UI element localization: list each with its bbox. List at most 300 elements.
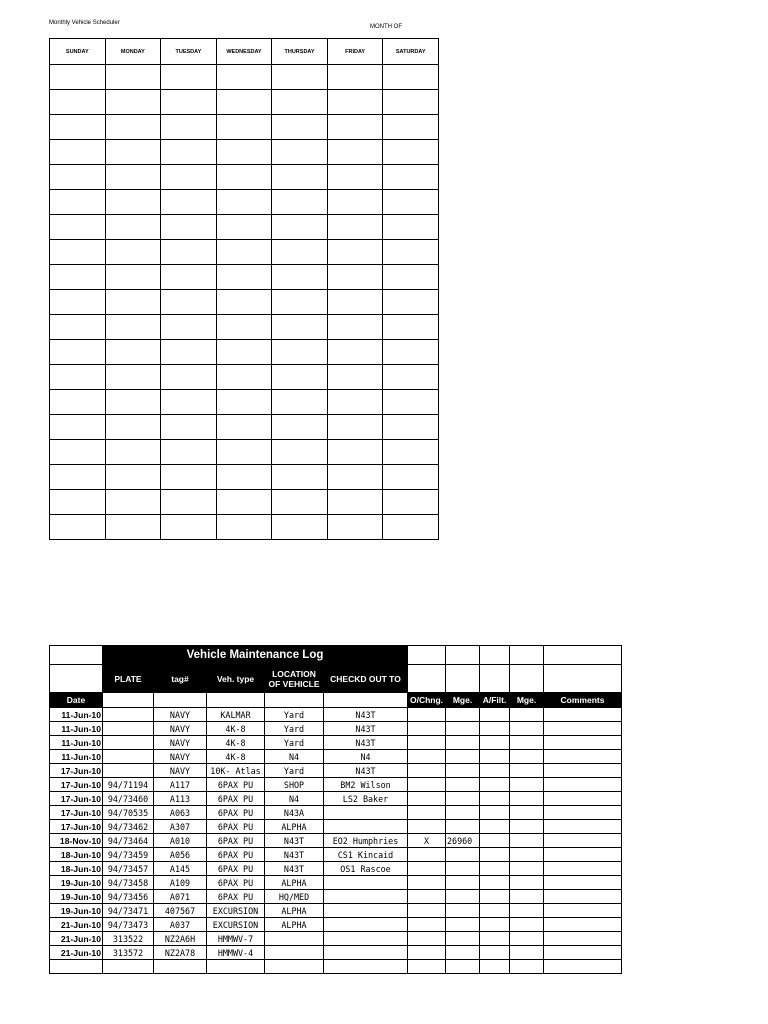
plate-header: PLATE <box>103 665 154 693</box>
plate-cell: 94/73473 <box>103 918 154 932</box>
tag-cell: A010 <box>154 834 207 848</box>
calendar-row <box>50 240 439 265</box>
mileage-cell <box>446 904 480 918</box>
calendar-cell[interactable] <box>327 240 383 265</box>
calendar-row <box>50 390 439 415</box>
vehicle-type-cell: 6PAX PU <box>207 834 265 848</box>
calendar-cell[interactable] <box>50 165 106 190</box>
scheduler-title: Monthly Vehicle Scheduler <box>49 20 120 26</box>
checkout-cell <box>324 918 408 932</box>
checkout-cell: OS1 Rascoe <box>324 862 408 876</box>
comments-cell <box>544 708 622 722</box>
vehicle-type-header: Veh. type <box>207 665 265 693</box>
calendar-cell[interactable] <box>383 140 439 165</box>
calendar-cell[interactable] <box>105 115 161 140</box>
oil-change-cell <box>408 848 446 862</box>
table-row <box>50 932 622 946</box>
date-cell: 21-Jun-10 <box>50 946 103 960</box>
blank-cell <box>480 665 510 693</box>
mileage-cell-2 <box>510 848 544 862</box>
calendar-cell[interactable] <box>327 90 383 115</box>
table-row <box>50 848 622 862</box>
table-row <box>50 890 622 904</box>
calendar-cell[interactable] <box>161 365 217 390</box>
calendar-cell[interactable] <box>272 290 328 315</box>
calendar-cell[interactable] <box>161 240 217 265</box>
calendar-cell[interactable] <box>383 165 439 190</box>
location-cell <box>265 960 324 974</box>
calendar-cell[interactable] <box>105 390 161 415</box>
calendar-cell[interactable] <box>327 290 383 315</box>
calendar-row <box>50 190 439 215</box>
air-filter-cell <box>480 834 510 848</box>
comments-cell <box>544 834 622 848</box>
checkout-cell: LS2 Baker <box>324 792 408 806</box>
day-header-saturday: SATURDAY <box>383 39 439 65</box>
maintenance-log-table <box>49 645 622 974</box>
calendar-cell[interactable] <box>216 65 272 90</box>
date-cell <box>50 960 103 974</box>
location-cell: ALPHA <box>265 904 324 918</box>
calendar-cell[interactable] <box>272 365 328 390</box>
blank-cell <box>446 646 480 665</box>
calendar-cell[interactable] <box>383 215 439 240</box>
mileage-cell <box>446 876 480 890</box>
calendar-cell[interactable] <box>161 515 217 540</box>
tag-cell: 407567 <box>154 904 207 918</box>
calendar-cell[interactable] <box>272 515 328 540</box>
calendar-cell[interactable] <box>50 265 106 290</box>
air-filter-cell <box>480 862 510 876</box>
calendar-cell[interactable] <box>327 190 383 215</box>
calendar-cell[interactable] <box>327 465 383 490</box>
calendar-cell[interactable] <box>161 140 217 165</box>
calendar-grid <box>49 38 439 540</box>
calendar-cell[interactable] <box>216 140 272 165</box>
calendar-cell[interactable] <box>216 240 272 265</box>
air-filter-cell <box>480 918 510 932</box>
date-cell: 18-Jun-10 <box>50 848 103 862</box>
calendar-cell[interactable] <box>105 365 161 390</box>
checkout-cell <box>324 960 408 974</box>
calendar-cell[interactable] <box>327 265 383 290</box>
blank-cell <box>446 665 480 693</box>
vehicle-type-cell: 6PAX PU <box>207 778 265 792</box>
calendar-cell[interactable] <box>383 190 439 215</box>
calendar-cell[interactable] <box>50 90 106 115</box>
calendar-cell[interactable] <box>383 240 439 265</box>
calendar-cell[interactable] <box>272 165 328 190</box>
table-row <box>50 764 622 778</box>
checkout-cell <box>324 946 408 960</box>
calendar-cell[interactable] <box>50 465 106 490</box>
table-row <box>50 960 622 974</box>
plate-cell: 94/73456 <box>103 890 154 904</box>
mileage-cell-2 <box>510 876 544 890</box>
tag-cell: A063 <box>154 806 207 820</box>
tag-cell: A109 <box>154 876 207 890</box>
location-cell: SHOP <box>265 778 324 792</box>
table-row <box>50 904 622 918</box>
table-row <box>50 792 622 806</box>
mileage-cell <box>446 946 480 960</box>
calendar-cell[interactable] <box>327 215 383 240</box>
blank-cell <box>544 646 622 665</box>
mileage-cell <box>446 722 480 736</box>
mileage-cell-2 <box>510 764 544 778</box>
table-row <box>50 722 622 736</box>
calendar-cell[interactable] <box>327 390 383 415</box>
calendar-cell[interactable] <box>105 65 161 90</box>
calendar-cell[interactable] <box>161 415 217 440</box>
air-filter-cell <box>480 778 510 792</box>
calendar-cell[interactable] <box>216 490 272 515</box>
calendar-cell[interactable] <box>383 265 439 290</box>
calendar-cell[interactable] <box>383 315 439 340</box>
day-header-sunday: SUNDAY <box>50 39 106 65</box>
calendar-row <box>50 115 439 140</box>
air-filter-cell <box>480 890 510 904</box>
mileage-cell-2 <box>510 736 544 750</box>
checkout-cell: N43T <box>324 764 408 778</box>
calendar-cell[interactable] <box>105 290 161 315</box>
location-cell <box>265 932 324 946</box>
oil-change-cell <box>408 750 446 764</box>
plate-cell: 94/70535 <box>103 806 154 820</box>
calendar-row <box>50 440 439 465</box>
calendar-cell[interactable] <box>272 65 328 90</box>
blank-cell <box>408 665 446 693</box>
table-row <box>50 708 622 722</box>
blank-cell <box>408 646 446 665</box>
checkout-cell <box>324 904 408 918</box>
calendar-cell[interactable] <box>272 440 328 465</box>
air-filter-cell <box>480 960 510 974</box>
calendar-row <box>50 465 439 490</box>
calendar-cell[interactable] <box>272 340 328 365</box>
calendar-cell[interactable] <box>105 165 161 190</box>
calendar-cell[interactable] <box>272 240 328 265</box>
mileage-cell-2 <box>510 904 544 918</box>
calendar-cell[interactable] <box>272 390 328 415</box>
calendar-cell[interactable] <box>161 90 217 115</box>
tag-cell: A117 <box>154 778 207 792</box>
calendar-cell[interactable] <box>327 165 383 190</box>
calendar-cell[interactable] <box>272 115 328 140</box>
calendar-row <box>50 315 439 340</box>
location-cell <box>265 946 324 960</box>
location-cell: ALPHA <box>265 820 324 834</box>
calendar-cell[interactable] <box>272 90 328 115</box>
vehicle-type-cell: 4K-8 <box>207 722 265 736</box>
location-cell: HQ/MED <box>265 890 324 904</box>
calendar-cell[interactable] <box>105 140 161 165</box>
air-filter-cell <box>480 736 510 750</box>
mileage-cell-2 <box>510 708 544 722</box>
calendar-cell[interactable] <box>327 65 383 90</box>
tag-cell: A113 <box>154 792 207 806</box>
calendar-cell[interactable] <box>161 440 217 465</box>
calendar-cell[interactable] <box>161 315 217 340</box>
calendar-cell[interactable] <box>161 490 217 515</box>
date-cell: 11-Jun-10 <box>50 736 103 750</box>
comments-cell <box>544 722 622 736</box>
calendar-cell[interactable] <box>327 415 383 440</box>
calendar-row <box>50 215 439 240</box>
calendar-cell[interactable] <box>272 315 328 340</box>
calendar-cell[interactable] <box>161 190 217 215</box>
calendar-cell[interactable] <box>327 340 383 365</box>
calendar-cell[interactable] <box>50 515 106 540</box>
calendar-cell[interactable] <box>161 390 217 415</box>
plate-cell: 313522 <box>103 932 154 946</box>
calendar-cell[interactable] <box>272 490 328 515</box>
mileage-cell <box>446 862 480 876</box>
calendar-cell[interactable] <box>327 115 383 140</box>
tag-cell: NZ2A6H <box>154 932 207 946</box>
calendar-cell[interactable] <box>216 365 272 390</box>
mileage-cell-2 <box>510 960 544 974</box>
oil-change-cell <box>408 792 446 806</box>
tag-cell: A145 <box>154 862 207 876</box>
calendar-cell[interactable] <box>105 515 161 540</box>
calendar-cell[interactable] <box>50 490 106 515</box>
mileage-cell <box>446 764 480 778</box>
oil-change-cell <box>408 862 446 876</box>
calendar-cell[interactable] <box>105 490 161 515</box>
calendar-cell[interactable] <box>272 265 328 290</box>
table-row <box>50 862 622 876</box>
calendar-cell[interactable] <box>161 115 217 140</box>
calendar-cell[interactable] <box>383 490 439 515</box>
calendar-cell[interactable] <box>161 340 217 365</box>
mileage-cell-2 <box>510 806 544 820</box>
calendar-cell[interactable] <box>327 440 383 465</box>
date-cell: 21-Jun-10 <box>50 918 103 932</box>
calendar-cell[interactable] <box>216 315 272 340</box>
oil-change-cell <box>408 708 446 722</box>
calendar-cell[interactable] <box>272 190 328 215</box>
calendar-cell[interactable] <box>383 390 439 415</box>
checkout-cell <box>324 876 408 890</box>
plate-cell <box>103 708 154 722</box>
calendar-cell[interactable] <box>383 65 439 90</box>
day-header-tuesday: TUESDAY <box>161 39 217 65</box>
air-filter-cell <box>480 904 510 918</box>
calendar-cell[interactable] <box>216 440 272 465</box>
calendar-cell[interactable] <box>327 515 383 540</box>
plate-cell: 94/73460 <box>103 792 154 806</box>
calendar-cell[interactable] <box>327 365 383 390</box>
calendar-row <box>50 415 439 440</box>
calendar-cell[interactable] <box>105 415 161 440</box>
calendar-cell[interactable] <box>216 165 272 190</box>
calendar-cell[interactable] <box>216 415 272 440</box>
day-header-wednesday: WEDNESDAY <box>216 39 272 65</box>
calendar-cell[interactable] <box>105 340 161 365</box>
calendar-cell[interactable] <box>161 290 217 315</box>
calendar-cell[interactable] <box>216 465 272 490</box>
location-cell: N4 <box>265 750 324 764</box>
calendar-cell[interactable] <box>50 315 106 340</box>
calendar-cell[interactable] <box>383 290 439 315</box>
blank-cell <box>50 665 103 693</box>
calendar-cell[interactable] <box>50 190 106 215</box>
calendar-cell[interactable] <box>161 215 217 240</box>
mileage-cell <box>446 806 480 820</box>
blank-cell <box>103 693 154 708</box>
calendar-cell[interactable] <box>216 215 272 240</box>
calendar-cell[interactable] <box>327 140 383 165</box>
oil-change-cell <box>408 960 446 974</box>
calendar-cell[interactable] <box>105 465 161 490</box>
vehicle-type-cell: 6PAX PU <box>207 848 265 862</box>
date-cell: 17-Jun-10 <box>50 806 103 820</box>
calendar-cell[interactable] <box>50 440 106 465</box>
blank-cell <box>510 646 544 665</box>
mileage-cell <box>446 736 480 750</box>
location-cell: N4 <box>265 792 324 806</box>
calendar-cell[interactable] <box>327 490 383 515</box>
month-of-label: MONTH OF <box>370 24 402 30</box>
calendar-cell[interactable] <box>216 340 272 365</box>
calendar-cell[interactable] <box>105 215 161 240</box>
mileage-cell <box>446 820 480 834</box>
calendar-cell[interactable] <box>216 515 272 540</box>
calendar-cell[interactable] <box>216 265 272 290</box>
calendar-cell[interactable] <box>50 365 106 390</box>
calendar-cell[interactable] <box>50 240 106 265</box>
calendar-cell[interactable] <box>383 440 439 465</box>
air-filter-cell <box>480 722 510 736</box>
mileage-cell-2 <box>510 722 544 736</box>
tag-cell: A307 <box>154 820 207 834</box>
vehicle-type-cell: 6PAX PU <box>207 820 265 834</box>
tag-cell: A071 <box>154 890 207 904</box>
plate-cell: 94/73458 <box>103 876 154 890</box>
log-title-row <box>50 646 622 665</box>
vehicle-type-cell: 6PAX PU <box>207 876 265 890</box>
calendar-cell[interactable] <box>105 265 161 290</box>
calendar-cell[interactable] <box>383 115 439 140</box>
comments-cell <box>544 820 622 834</box>
comments-cell <box>544 932 622 946</box>
mileage-header: Mge. <box>446 693 480 708</box>
air-filter-cell <box>480 806 510 820</box>
vehicle-type-cell: HMMWV-7 <box>207 932 265 946</box>
oil-change-cell <box>408 722 446 736</box>
date-cell: 17-Jun-10 <box>50 820 103 834</box>
calendar-cell[interactable] <box>105 315 161 340</box>
log-title: Vehicle Maintenance Log <box>103 646 408 665</box>
calendar-cell[interactable] <box>105 440 161 465</box>
calendar-cell[interactable] <box>327 315 383 340</box>
calendar-cell[interactable] <box>383 340 439 365</box>
oil-change-cell: X <box>408 834 446 848</box>
calendar-cell[interactable] <box>272 140 328 165</box>
calendar-cell[interactable] <box>216 90 272 115</box>
vehicle-type-cell: 6PAX PU <box>207 806 265 820</box>
location-cell: N43T <box>265 834 324 848</box>
calendar-cell[interactable] <box>105 90 161 115</box>
calendar-row <box>50 265 439 290</box>
calendar-row <box>50 90 439 115</box>
calendar-cell[interactable] <box>50 290 106 315</box>
blank-cell <box>324 693 408 708</box>
oil-change-cell <box>408 764 446 778</box>
calendar-cell[interactable] <box>105 240 161 265</box>
calendar-cell[interactable] <box>383 515 439 540</box>
calendar-cell[interactable] <box>272 465 328 490</box>
calendar-cell[interactable] <box>50 215 106 240</box>
calendar-cell[interactable] <box>216 290 272 315</box>
comments-cell <box>544 876 622 890</box>
comments-cell <box>544 750 622 764</box>
comments-cell <box>544 904 622 918</box>
location-cell: Yard <box>265 764 324 778</box>
calendar-cell[interactable] <box>50 415 106 440</box>
date-header: Date <box>50 693 103 708</box>
calendar-cell[interactable] <box>50 390 106 415</box>
tag-cell: NZ2A78 <box>154 946 207 960</box>
calendar-cell[interactable] <box>216 115 272 140</box>
calendar-cell[interactable] <box>216 390 272 415</box>
blank-cell <box>265 693 324 708</box>
calendar-cell[interactable] <box>50 115 106 140</box>
calendar-cell[interactable] <box>272 215 328 240</box>
vehicle-type-cell: 4K-8 <box>207 750 265 764</box>
log-column-header-row <box>50 665 622 693</box>
calendar-cell[interactable] <box>161 65 217 90</box>
mileage-cell-2 <box>510 792 544 806</box>
vehicle-type-cell: EXCURSION <box>207 904 265 918</box>
calendar-cell[interactable] <box>105 190 161 215</box>
day-header-monday: MONDAY <box>105 39 161 65</box>
calendar-row <box>50 365 439 390</box>
calendar-cell[interactable] <box>216 190 272 215</box>
calendar-cell[interactable] <box>383 415 439 440</box>
calendar-cell[interactable] <box>50 140 106 165</box>
mileage-cell <box>446 932 480 946</box>
mileage-cell: 26960 <box>446 834 480 848</box>
date-cell: 19-Jun-10 <box>50 876 103 890</box>
checkout-cell <box>324 932 408 946</box>
plate-cell: 94/71194 <box>103 778 154 792</box>
calendar-cell[interactable] <box>161 165 217 190</box>
calendar-cell[interactable] <box>161 265 217 290</box>
tag-cell: NAVY <box>154 736 207 750</box>
calendar-cell[interactable] <box>383 365 439 390</box>
location-cell: N43T <box>265 862 324 876</box>
calendar-row <box>50 65 439 90</box>
mileage-cell-2 <box>510 778 544 792</box>
calendar-cell[interactable] <box>383 465 439 490</box>
plate-cell <box>103 722 154 736</box>
mileage-cell <box>446 778 480 792</box>
calendar-cell[interactable] <box>161 465 217 490</box>
air-filter-cell <box>480 876 510 890</box>
checkout-cell <box>324 890 408 904</box>
calendar-cell[interactable] <box>50 65 106 90</box>
comments-cell <box>544 848 622 862</box>
air-filter-cell <box>480 764 510 778</box>
oil-change-cell <box>408 736 446 750</box>
date-cell: 11-Jun-10 <box>50 722 103 736</box>
comments-cell <box>544 736 622 750</box>
calendar-cell[interactable] <box>383 90 439 115</box>
calendar-cell[interactable] <box>272 415 328 440</box>
calendar-cell[interactable] <box>50 340 106 365</box>
